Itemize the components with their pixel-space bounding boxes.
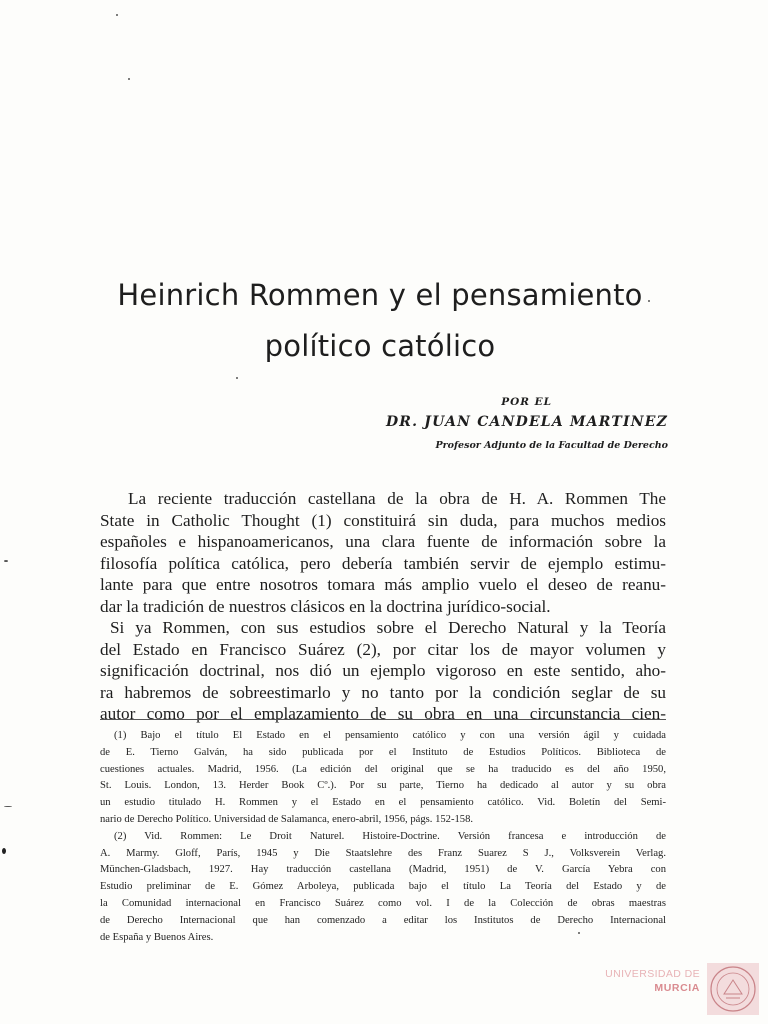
author-name: DR. JUAN CANDELA MARTINEZ	[385, 414, 668, 430]
footnote-line: de España y Buenos Aires.	[100, 931, 214, 943]
body-line: españoles e hispanoamericanos, una clara fuente de información sobre la	[100, 532, 666, 551]
footnote-line: Estudio preliminar de E. Gómez Arboleya, publicada bajo el título La Teoría del Estado y de	[100, 881, 666, 893]
footnote-line: la Comunidad internacional en Francisco Suárez como vol. I de la Colección de obras maestras	[100, 897, 666, 909]
body-line: Si ya Rommen, con sus estudios sobre el Derecho Natural y la Teoría	[110, 618, 666, 637]
footnote-line: A. Marmy. Gloff, París, 1945 y Die Staatslehre des Franz Suarez S J., Volksverein Verlag.	[100, 847, 666, 859]
scan-speck	[578, 932, 580, 934]
page-title-line-2: político católico	[264, 329, 496, 363]
body-text	[100, 488, 666, 725]
scan-speck	[4, 806, 12, 807]
body-line: La reciente traducción castellana de la obra de H. A. Rommen The	[128, 489, 666, 508]
scan-speck	[236, 377, 238, 379]
footnote-line: un estudio titulado H. Rommen y el Estado en el pensamiento católico. Vid. Boletín del Semi-	[100, 797, 666, 809]
university-watermark	[605, 962, 762, 1018]
watermark-line-2: MURCIA	[654, 982, 700, 994]
footnote-line: cuestiones actuales. Madrid, 1956. (La edición del original que se ha traducido es del año 1950,	[100, 763, 666, 775]
author-affiliation: Profesor Adjunto de la Facultad de Derecho	[435, 440, 668, 451]
byline-por-el: POR EL	[501, 396, 552, 408]
page-title-line-1: Heinrich Rommen y el pensamiento	[117, 278, 643, 312]
footnote-line: (2) Vid. Rommen: Le Droit Naturel. Histoire-Doctrine. Versión francesa e introducción de	[114, 830, 666, 842]
university-seal-icon	[706, 962, 760, 1016]
body-line: significación doctrinal, nos dió un ejemplo vigoroso en este sentido, aho-	[100, 661, 666, 680]
footnote-line: nario de Derecho Político. Universidad de Salamanca, enero-abril, 1956, págs. 152-158.	[100, 813, 474, 825]
scan-speck	[116, 14, 118, 16]
scan-speck	[648, 300, 650, 302]
footnote-line: München-Gladsbach, 1927. Hay traducción castellana (Madrid, 1951) de V. García Yebra con	[100, 864, 666, 876]
body-line: filosofía política católica, pero debería también servir de ejemplo estimu-	[100, 553, 666, 573]
footnotes	[100, 728, 666, 946]
scan-speck	[4, 560, 8, 562]
footnote-divider	[100, 719, 666, 720]
body-line: ra habremos de sobreestimarlo y no tanto por la condición seglar de su	[100, 682, 666, 702]
scan-speck	[128, 78, 130, 80]
body-line: autor como por el emplazamiento de su obra en una circunstancia cien-	[100, 704, 666, 723]
body-line: State in Catholic Thought (1) constituirá sin duda, para muchos medios	[100, 510, 666, 530]
footnote-line: (1) Bajo el título El Estado en el pensamiento católico y con una versión ágil y cuidada	[114, 730, 666, 741]
scan-speck	[2, 848, 6, 854]
footnote-line: de Derecho Internacional que han comenzado a editar los Institutos de Derecho Internacional	[100, 914, 666, 926]
body-line: dar la tradición de nuestros clásicos en la doctrina jurídico-social.	[100, 596, 551, 616]
footnote-line: St. Louis. London, 13. Herder Book Cº.). Por su parte, Tierno ha dedicado al autor y su obra	[100, 780, 666, 792]
body-line: lante para que entre nosotros tomara más amplio vuelo el deseo de reanu-	[100, 575, 666, 594]
watermark-line-1: UNIVERSIDAD DE	[605, 968, 700, 980]
footnote-line: de E. Tierno Galván, ha sido publicada por el Instituto de Estudios Políticos. Biblioteca de	[100, 746, 666, 758]
body-line: del Estado en Francisco Suárez (2), por citar los de mayor volumen y	[100, 639, 666, 659]
